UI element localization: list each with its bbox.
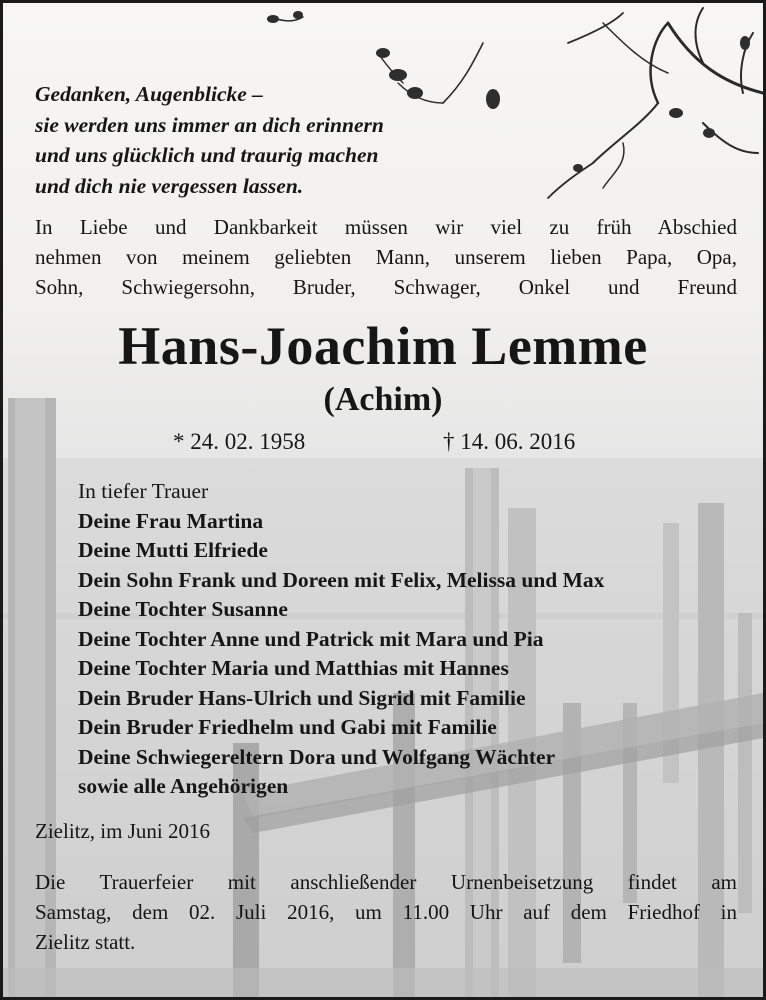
death-date: † 14. 06. 2016 <box>443 429 576 454</box>
birth-date: * 24. 02. 1958 <box>173 429 306 454</box>
mourner-entry: Dein Bruder Friedhelm und Gabi mit Familie <box>78 715 497 739</box>
mourner-entry: Dein Sohn Frank und Doreen mit Felix, Melissa und Max <box>78 567 605 592</box>
intro-line: nehmen von meinem geliebten Mann, unserem lieben Papa, Opa, <box>35 245 737 269</box>
funeral-line: Samstag, dem 02. Juli 2016, um 11.00 Uhr auf dem Friedhof in <box>35 900 737 924</box>
mourner-entry: Deine Tochter Maria und Matthias mit Hannes <box>78 656 509 680</box>
verse-line: und uns glücklich und traurig machen <box>35 143 379 167</box>
place-and-date: Zielitz, im Juni 2016 <box>35 819 210 843</box>
intro-line: Sohn, Schwiegersohn, Bruder, Schwager, Onkel und Freund <box>35 275 737 299</box>
mourner-entry: sowie alle Angehörigen <box>78 774 289 798</box>
mourner-entry: Deine Mutti Elfriede <box>78 538 268 562</box>
verse-line: Gedanken, Augenblicke – <box>35 82 263 106</box>
verse-line: sie werden uns immer an dich erinnern <box>35 112 384 137</box>
funeral-line: Zielitz statt. <box>35 930 136 954</box>
deceased-name: Hans-Joachim Lemme <box>118 316 648 376</box>
obituary-text <box>3 3 763 997</box>
verse-line: und dich nie vergessen lassen. <box>35 173 304 198</box>
intro-paragraph <box>35 212 737 302</box>
memorial-verse <box>35 79 384 201</box>
intro-line: In Liebe und Dankbarkeit müssen wir viel zu früh Abschied <box>35 215 737 239</box>
mourner-entry: Deine Frau Martina <box>78 508 264 533</box>
deceased-nickname: (Achim) <box>323 381 443 418</box>
mourner-entry: Dein Bruder Hans-Ulrich und Sigrid mit Familie <box>78 685 526 710</box>
funeral-notice <box>35 867 737 957</box>
mourners-lead: In tiefer Trauer <box>78 479 209 503</box>
mourner-entry: Deine Tochter Anne und Patrick mit Mara und Pia <box>78 626 544 651</box>
mourner-entry: Deine Tochter Susanne <box>78 597 288 621</box>
mourner-entry: Deine Schwiegereltern Dora und Wolfgang Wächter <box>78 744 556 769</box>
mourners-list <box>78 477 604 802</box>
funeral-line: Die Trauerfeier mit anschließender Urnenbeisetzung findet am <box>35 870 737 894</box>
